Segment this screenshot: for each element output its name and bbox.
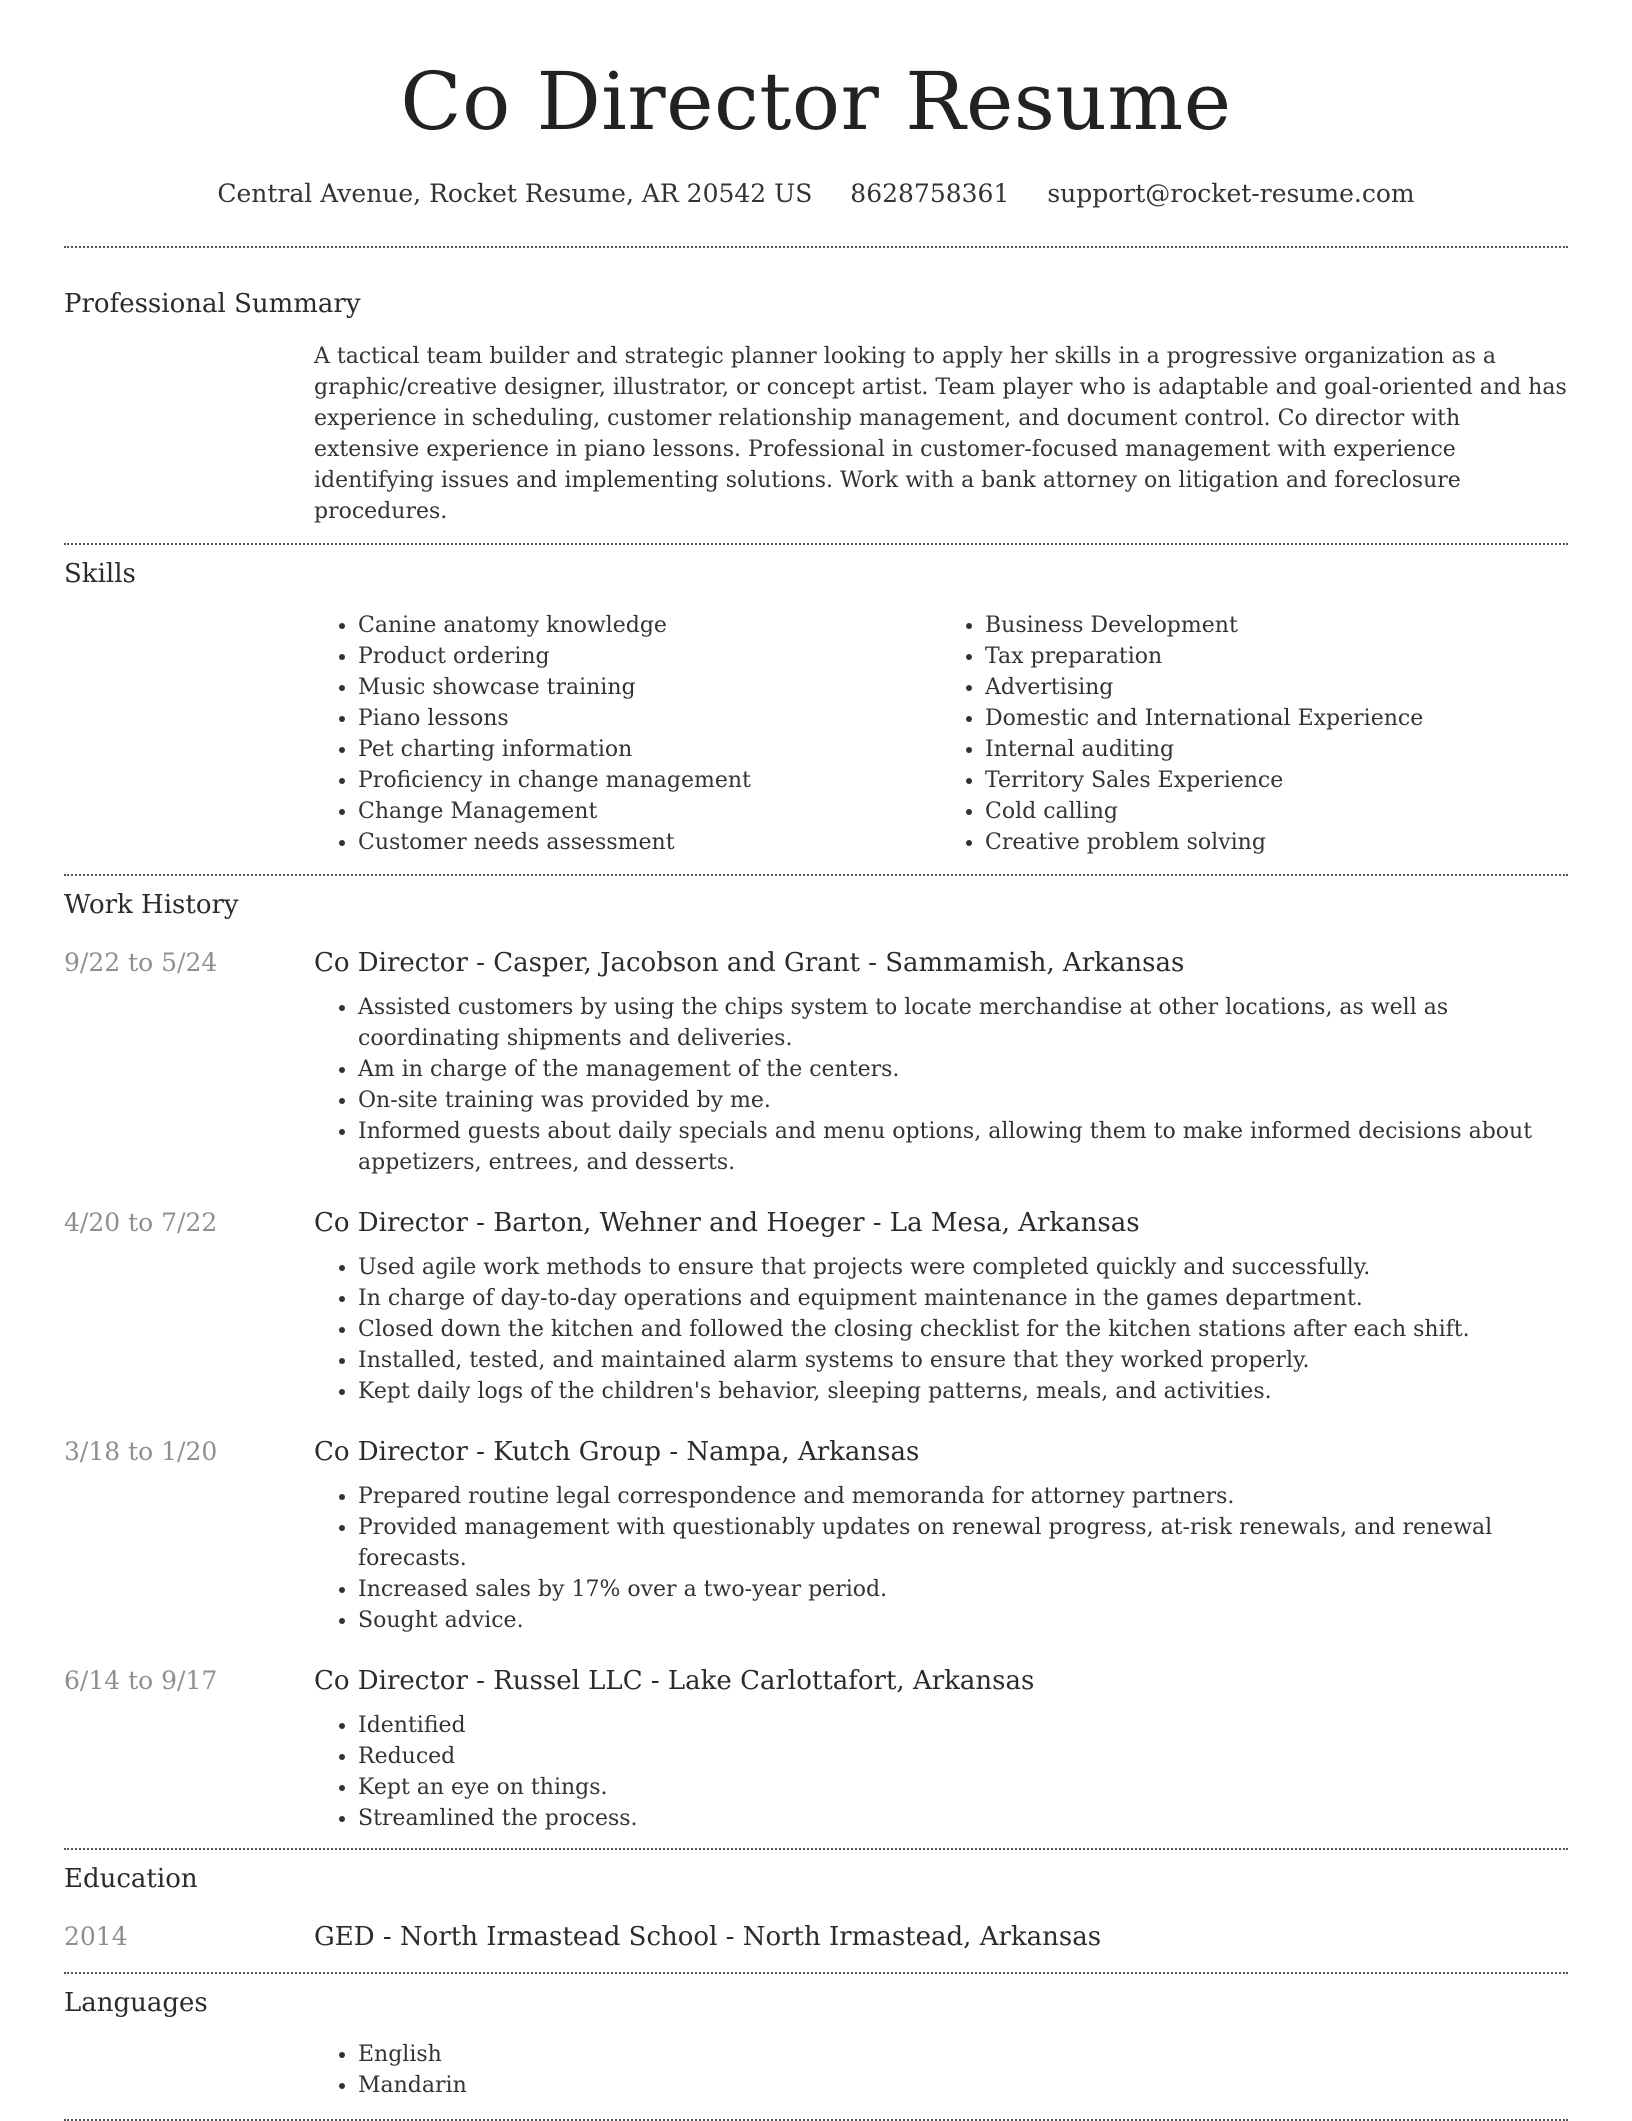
job-header (64, 1664, 1568, 1698)
job-dates: 9/22 to 5/24 (64, 948, 218, 977)
education-entry (64, 1920, 1568, 1954)
contact-address: Central Avenue, Rocket Resume, AR 20542 US (217, 179, 813, 208)
skill-item: • Change Management (358, 796, 941, 827)
skill-item: • Creative problem solving (985, 827, 1568, 858)
contact-email: support@rocket-resume.com (1047, 179, 1415, 208)
languages-heading: Languages (64, 1988, 208, 2018)
job-bullet: • Streamlined the process. (358, 1803, 1568, 1834)
skill-item: • Music showcase training (358, 672, 941, 703)
skill-item: • Business Development (985, 610, 1568, 641)
job-bullet: • Am in charge of the management of the centers. (358, 1054, 1568, 1085)
job-entry (64, 1435, 1568, 1636)
summary-text: A tactical team builder and strategic planner looking to apply her skills in a progressive organization as a graphic/creative designer, illustrator, or concept artist. Team player who is adaptable and goal-oriented and has experience in scheduling, customer relationship management, and document control. Co director with extensive experience in piano lessons. Professional in customer-focused management with experience identifying issues and implementing solutions. Work with a bank attorney on litigation and foreclosure procedures. (314, 344, 1567, 524)
resume-header (0, 0, 1632, 212)
job-title: Co Director - Barton, Wehner and Hoeger - La Mesa, Arkansas (314, 1208, 1140, 1238)
job-bullet: • Identified (358, 1710, 1568, 1741)
contact-phone: 8628758361 (850, 179, 1010, 208)
job-bullets (314, 1252, 1568, 1407)
job-header (64, 946, 1568, 980)
education-year: 2014 (64, 1922, 128, 1951)
skills-list-right (941, 610, 1568, 858)
job-title: Co Director - Casper, Jacobson and Grant - Sammamish, Arkansas (314, 948, 1185, 978)
job-bullet: • Installed, tested, and maintained alarm systems to ensure that they worked properly. (358, 1345, 1568, 1376)
education-title: GED - North Irmastead School - North Irmastead, Arkansas (314, 1922, 1102, 1952)
job-bullet: • Increased sales by 17% over a two-year period. (358, 1574, 1568, 1605)
job-bullet: • Used agile work methods to ensure that projects were completed quickly and successfully. (358, 1252, 1568, 1283)
work-section (0, 876, 1632, 1834)
work-heading: Work History (64, 890, 239, 920)
skills-list-left (314, 610, 941, 858)
job-bullet: • Kept daily logs of the children's behavior, sleeping patterns, meals, and activities. (358, 1376, 1568, 1407)
job-bullets (314, 1710, 1568, 1834)
skills-grid (314, 610, 1568, 858)
job-entry (64, 1206, 1568, 1407)
skill-item: • Proficiency in change management (358, 765, 941, 796)
job-dates: 3/18 to 1/20 (64, 1437, 218, 1466)
job-dates: 6/14 to 9/17 (64, 1666, 218, 1695)
skill-item: • Internal auditing (985, 734, 1568, 765)
skills-heading: Skills (64, 559, 136, 589)
job-bullet: • Closed down the kitchen and followed the closing checklist for the kitchen stations after each shift. (358, 1314, 1568, 1345)
job-entry (64, 1664, 1568, 1834)
job-bullet: • Provided management with questionably updates on renewal progress, at-risk renewals, and renewal forecasts. (358, 1512, 1568, 1574)
job-bullet: • Assisted customers by using the chips system to locate merchandise at other locations, as well as coordinating shipments and deliveries. (358, 992, 1568, 1054)
resume-title: Co Director Resume (400, 55, 1232, 148)
skill-item: • Cold calling (985, 796, 1568, 827)
skill-item: • Product ordering (358, 641, 941, 672)
contact-line (0, 176, 1632, 212)
languages-body (314, 2039, 1568, 2101)
skill-item: • Canine anatomy knowledge (358, 610, 941, 641)
job-title: Co Director - Russel LLC - Lake Carlottafort, Arkansas (314, 1666, 1035, 1696)
job-bullet: • Reduced (358, 1741, 1568, 1772)
skill-item: • Advertising (985, 672, 1568, 703)
job-dates: 4/20 to 7/22 (64, 1208, 218, 1237)
languages-section (0, 1974, 1632, 2101)
education-heading: Education (64, 1864, 198, 1894)
skill-item: • Domestic and International Experience (985, 703, 1568, 734)
job-bullet: • Prepared routine legal correspondence and memoranda for attorney partners. (358, 1481, 1568, 1512)
skill-item: • Customer needs assessment (358, 827, 941, 858)
education-section (0, 1850, 1632, 1954)
job-bullet: • Kept an eye on things. (358, 1772, 1568, 1803)
skill-item: • Territory Sales Experience (985, 765, 1568, 796)
job-bullet: • Sought advice. (358, 1605, 1568, 1636)
summary-section (0, 248, 1632, 527)
languages-list (314, 2039, 1568, 2101)
summary-heading: Professional Summary (64, 289, 361, 319)
job-header (64, 1435, 1568, 1469)
skill-item: • Pet charting information (358, 734, 941, 765)
skill-item: • Piano lessons (358, 703, 941, 734)
language-item: • Mandarin (358, 2070, 1568, 2101)
job-bullet: • In charge of day-to-day operations and equipment maintenance in the games department. (358, 1283, 1568, 1314)
job-header (64, 1206, 1568, 1240)
job-title: Co Director - Kutch Group - Nampa, Arkansas (314, 1437, 920, 1467)
job-bullets (314, 1481, 1568, 1636)
skill-item: • Tax preparation (985, 641, 1568, 672)
job-bullet: • Informed guests about daily specials and menu options, allowing them to make informed decisions about appetizers, entrees, and desserts. (358, 1116, 1568, 1178)
job-bullets (314, 992, 1568, 1178)
summary-body (314, 341, 1568, 527)
job-entry (64, 946, 1568, 1178)
language-item: • English (358, 2039, 1568, 2070)
skills-section (0, 545, 1632, 858)
job-bullet: • On-site training was provided by me. (358, 1085, 1568, 1116)
